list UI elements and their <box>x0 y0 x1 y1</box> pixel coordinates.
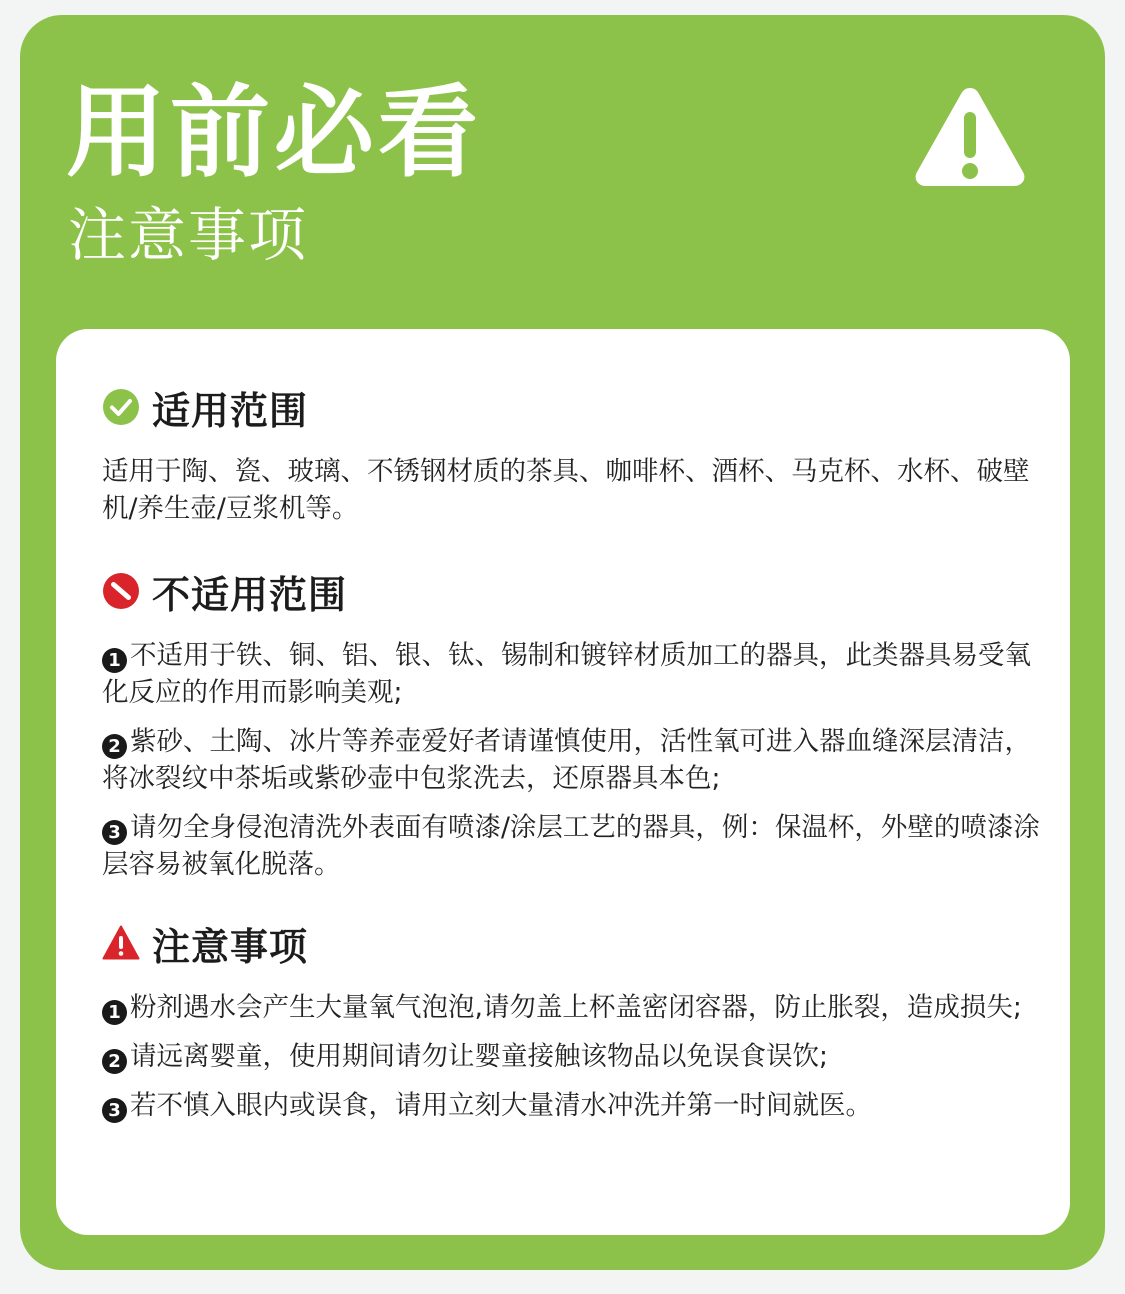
list-item <box>102 637 1052 711</box>
section-precautions <box>102 917 1052 1136</box>
list-item-text: 请远离婴童，使用期间请勿让婴童接触该物品以免误食误饮; <box>130 1041 828 1072</box>
list-item-text: 紫砂、土陶、冰片等养壶爱好者请谨慎使用，活性氧可进入器血缝深层清洁，将冰裂纹中茶垢或紫砂壶中包浆洗去，还原器具本色; <box>102 726 1031 794</box>
list-item <box>102 809 1052 883</box>
section-title: 不适用范围 <box>152 572 348 617</box>
list-item-text: 请勿全身侵泡清洗外表面有喷漆/涂层工艺的器具，例：保温杯，外壁的喷漆涂层容易被氧化脱落。 <box>102 812 1040 880</box>
number-badge: 2 <box>102 1049 127 1074</box>
list-item <box>102 1038 1052 1075</box>
number-badge: 1 <box>102 1000 127 1025</box>
section-heading <box>102 381 1052 433</box>
warning-triangle-icon <box>912 82 1028 190</box>
list-item <box>102 723 1052 797</box>
number-badge: 1 <box>102 648 127 673</box>
section-not-applicable <box>102 565 1052 895</box>
list-item <box>102 989 1052 1026</box>
list-item-text: 若不慎入眼内或误食，请用立刻大量清水冲洗并第一时间就医。 <box>130 1090 872 1121</box>
section-title: 适用范围 <box>152 388 309 433</box>
number-badge: 3 <box>102 1098 127 1123</box>
check-circle-icon <box>102 388 140 426</box>
list-item-text: 粉剂遇水会产生大量氧气泡泡,请勿盖上杯盖密闭容器，防止胀裂，造成损失; <box>130 992 1022 1023</box>
warning-icon <box>102 924 140 962</box>
page-subtitle: 注意事项 <box>68 201 309 269</box>
section-title: 注意事项 <box>152 924 309 969</box>
list-item-text: 不适用于铁、铜、铝、银、钛、锡制和镀锌材质加工的器具，此类器具易受氧化反应的作用而影响美观; <box>102 640 1031 708</box>
section-heading <box>102 565 1052 617</box>
prohibited-icon <box>102 572 140 610</box>
content-card <box>56 329 1070 1235</box>
number-badge: 2 <box>102 734 127 759</box>
section-heading <box>102 917 1052 969</box>
applicable-text: 适用于陶、瓷、玻璃、不锈钢材质的茶具、咖啡杯、酒杯、马克杯、水杯、破壁机/养生壶/豆浆机等。 <box>102 456 1030 524</box>
section-applicable <box>102 381 1052 527</box>
number-badge: 3 <box>102 820 127 845</box>
page-title: 用前必看 <box>66 74 482 191</box>
list-item <box>102 1087 1052 1124</box>
